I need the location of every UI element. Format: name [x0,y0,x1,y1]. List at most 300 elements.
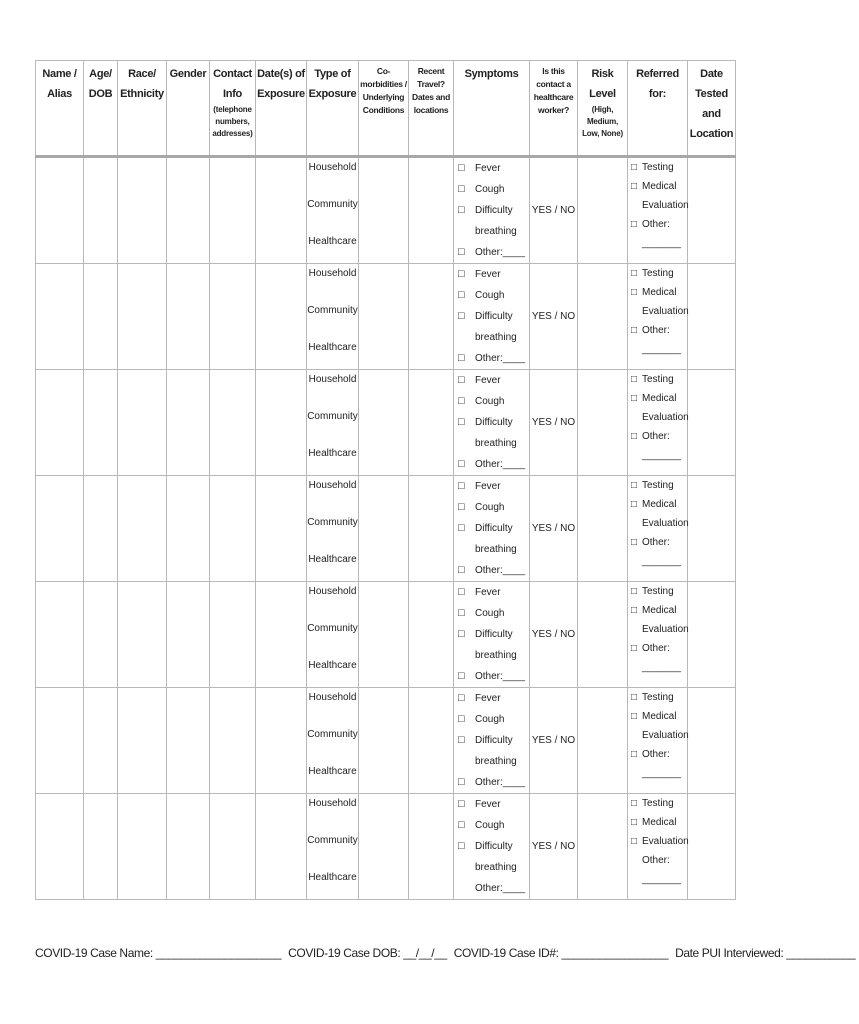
dates-cell[interactable] [256,794,307,900]
referral-label: Other: [642,431,670,442]
contact-cell[interactable] [210,582,256,688]
checkbox-icon[interactable]: □ [631,499,638,510]
referred-cell [628,688,688,794]
referral-option[interactable] [631,601,687,620]
exposure-option[interactable]: Community [307,623,358,634]
header-name: Name / Alias [36,61,84,157]
dates-cell[interactable] [256,476,307,582]
referral-option[interactable] [631,582,687,601]
date-tested-cell[interactable] [688,370,736,476]
checkbox-icon[interactable]: □ [458,564,465,576]
checkbox-icon[interactable]: □ [631,268,638,279]
contact-cell[interactable] [210,370,256,476]
footer-case-id[interactable]: COVID-19 Case ID#: _________________ [453,946,669,960]
header-gender: Gender [167,61,210,157]
referral-option [631,726,687,745]
race-cell[interactable] [118,582,167,688]
healthcare-worker-cell[interactable]: YES / NO [530,582,578,688]
referral-option[interactable] [631,321,687,340]
checkbox-icon[interactable]: □ [458,480,465,492]
date-tested-cell[interactable] [688,157,736,264]
date-tested-cell[interactable] [688,264,736,370]
gender-cell[interactable] [167,264,210,370]
symptom-option[interactable] [454,772,529,793]
referred-cell [628,157,688,264]
referral-label: Other: [642,643,670,654]
travel-cell[interactable] [409,582,454,688]
referred-cell [628,370,688,476]
symptom-option[interactable] [454,709,529,730]
age-cell[interactable] [84,688,118,794]
symptom-label: Other:____ [475,883,526,894]
symptom-option[interactable] [454,412,529,433]
header-dates: Date(s) of Exposure [256,61,307,157]
checkbox-icon[interactable]: □ [458,458,465,470]
symptom-option[interactable] [454,200,529,221]
symptom-option[interactable] [454,221,529,242]
symptoms-cell [454,794,530,900]
exposure-option[interactable]: Household [308,798,357,809]
exposure-option[interactable]: Healthcare [308,766,357,777]
referral-label: Medical [642,181,677,192]
exposure-cell [307,582,359,688]
referral-label: Testing [642,798,674,809]
symptoms-cell [454,264,530,370]
risk-level-cell[interactable] [578,688,628,794]
referral-option[interactable] [631,215,687,234]
referral-option [631,234,687,253]
referral-option[interactable] [631,495,687,514]
table-row [36,157,736,264]
referral-label: Evaluation [642,730,689,741]
exposure-option[interactable]: Community [307,729,358,740]
symptom-option[interactable] [454,815,529,836]
exposure-cell [307,264,359,370]
gender-cell[interactable] [167,794,210,900]
checkbox-icon[interactable]: □ [631,586,638,597]
symptom-option[interactable] [454,518,529,539]
symptom-option[interactable] [454,306,529,327]
checkbox-icon[interactable]: □ [631,836,638,847]
name-cell[interactable] [36,370,84,476]
exposure-option[interactable]: Household [308,480,357,491]
referral-option[interactable] [631,794,687,813]
symptom-label: Cough [475,714,505,725]
symptom-label: Other:____ [475,353,526,364]
comorbidities-cell[interactable] [359,264,409,370]
referral-label: Medical [642,605,677,616]
gender-cell[interactable] [167,157,210,264]
referral-option[interactable] [631,370,687,389]
exposure-option[interactable]: Household [308,374,357,385]
risk-level-cell[interactable] [578,370,628,476]
exposure-option[interactable]: Community [307,411,358,422]
checkbox-icon[interactable]: □ [458,183,465,195]
checkbox-icon[interactable]: □ [631,605,638,616]
referral-option[interactable] [631,177,687,196]
symptom-label: Fever [475,799,501,810]
referral-label: Testing [642,268,674,279]
symptoms-cell [454,476,530,582]
comorbidities-cell[interactable] [359,794,409,900]
referred-cell [628,476,688,582]
checkbox-icon[interactable]: □ [458,268,465,280]
name-cell[interactable] [36,582,84,688]
exposure-option[interactable]: Household [308,586,357,597]
referral-label: _______ [642,238,681,249]
symptom-label: breathing [475,438,517,449]
table-row [36,582,736,688]
referral-option[interactable] [631,813,687,832]
referral-option[interactable] [631,533,687,552]
checkbox-icon[interactable]: □ [458,246,465,258]
healthcare-worker-cell[interactable]: YES / NO [530,794,578,900]
checkbox-icon[interactable]: □ [631,480,638,491]
referral-label: Other: [642,749,670,760]
comorbidities-cell[interactable] [359,157,409,264]
symptom-option[interactable] [454,582,529,603]
referral-label: Medical [642,393,677,404]
header-tested: Date Tested and Location [688,61,736,157]
referral-option [631,870,687,889]
date-tested-cell[interactable] [688,582,736,688]
referred-cell [628,794,688,900]
referral-label: _______ [642,556,681,567]
exposure-option[interactable]: Healthcare [308,236,357,247]
referral-label: Other: [642,325,670,336]
symptom-option[interactable] [454,158,529,179]
referral-label: Medical [642,711,677,722]
healthcare-worker-cell[interactable]: YES / NO [530,476,578,582]
symptom-label: breathing [475,544,517,555]
comorbidities-cell[interactable] [359,370,409,476]
symptom-option[interactable] [454,179,529,200]
symptom-option[interactable] [454,645,529,666]
table-row [36,370,736,476]
footer-case-dob[interactable]: COVID-19 Case DOB: __/__/__ [288,946,447,960]
symptom-label: Fever [475,269,501,280]
symptom-option[interactable] [454,794,529,815]
referral-option[interactable] [631,688,687,707]
name-cell[interactable] [36,157,84,264]
age-cell[interactable] [84,264,118,370]
race-cell[interactable] [118,476,167,582]
symptom-label: Fever [475,481,501,492]
exposure-option[interactable]: Household [308,162,357,173]
symptom-option[interactable] [454,688,529,709]
symptom-label: Difficulty [475,841,513,852]
referral-option[interactable] [631,832,687,851]
race-cell[interactable] [118,157,167,264]
risk-level-cell[interactable] [578,582,628,688]
exposure-cell [307,370,359,476]
travel-cell[interactable] [409,157,454,264]
symptom-option[interactable] [454,348,529,369]
healthcare-worker-cell[interactable]: YES / NO [530,264,578,370]
exposure-option[interactable]: Household [308,268,357,279]
gender-cell[interactable] [167,476,210,582]
checkbox-icon[interactable]: □ [631,711,638,722]
table-row [36,794,736,900]
symptom-label: breathing [475,226,517,237]
checkbox-icon[interactable]: □ [631,287,638,298]
symptom-option[interactable] [454,327,529,348]
symptom-label: Difficulty [475,311,513,322]
healthcare-worker-cell[interactable]: YES / NO [530,688,578,794]
symptom-option[interactable] [454,751,529,772]
age-cell[interactable] [84,157,118,264]
checkbox-icon[interactable]: □ [631,643,638,654]
symptoms-cell [454,370,530,476]
checkbox-icon[interactable]: □ [631,817,638,828]
referral-option[interactable] [631,745,687,764]
checkbox-icon[interactable]: □ [458,204,465,216]
checkbox-icon[interactable]: □ [458,798,465,810]
exposure-option[interactable]: Healthcare [308,554,357,565]
symptom-label: Other:____ [475,565,526,576]
symptoms-cell [454,582,530,688]
contact-cell[interactable] [210,264,256,370]
referral-label: Testing [642,374,674,385]
referral-option[interactable] [631,158,687,177]
header-comorbidities: Co-morbidities / Underlying Conditions [359,61,409,157]
comorbidities-cell[interactable] [359,582,409,688]
checkbox-icon[interactable]: □ [458,352,465,364]
referral-option [631,446,687,465]
symptom-option[interactable] [454,391,529,412]
dates-cell[interactable] [256,157,307,264]
referral-option [631,302,687,321]
symptom-option[interactable] [454,433,529,454]
symptom-option[interactable] [454,497,529,518]
symptom-label: breathing [475,332,517,343]
age-cell[interactable] [84,582,118,688]
risk-level-cell[interactable] [578,157,628,264]
referral-option [631,620,687,639]
footer-case-name[interactable]: COVID-19 Case Name: ____________________ [35,946,282,960]
referral-option [631,552,687,571]
dates-cell[interactable] [256,582,307,688]
checkbox-icon[interactable]: □ [631,374,638,385]
travel-cell[interactable] [409,794,454,900]
checkbox-icon[interactable]: □ [458,416,465,428]
risk-level-cell[interactable] [578,794,628,900]
comorbidities-cell[interactable] [359,688,409,794]
exposure-option[interactable]: Community [307,517,358,528]
exposure-option[interactable]: Healthcare [308,660,357,671]
symptom-option[interactable] [454,370,529,391]
checkbox-icon[interactable]: □ [631,219,638,230]
referral-label: Medical [642,287,677,298]
exposure-option[interactable]: Healthcare [308,872,357,883]
healthcare-worker-cell[interactable]: YES / NO [530,157,578,264]
symptom-option[interactable] [454,539,529,560]
checkbox-icon[interactable]: □ [631,393,638,404]
travel-cell[interactable] [409,264,454,370]
date-tested-cell[interactable] [688,688,736,794]
checkbox-icon[interactable]: □ [458,692,465,704]
header-contact: Contact Info (telephone numbers, addresses) [210,61,256,157]
symptom-option[interactable] [454,878,529,899]
symptom-label: Cough [475,820,505,831]
checkbox-icon[interactable]: □ [458,819,465,831]
gender-cell[interactable] [167,370,210,476]
date-tested-cell[interactable] [688,476,736,582]
checkbox-icon[interactable]: □ [458,162,465,174]
gender-cell[interactable] [167,582,210,688]
referral-option [631,851,687,870]
symptom-label: Cough [475,396,505,407]
footer-date-interviewed[interactable]: Date PUI Interviewed: ___________ [675,946,856,960]
symptoms-cell [454,688,530,794]
symptom-option[interactable] [454,624,529,645]
referral-option[interactable] [631,639,687,658]
symptom-label: Difficulty [475,735,513,746]
symptom-label: Cough [475,608,505,619]
header-age: Age/ DOB [84,61,118,157]
checkbox-icon[interactable]: □ [458,713,465,725]
contact-cell[interactable] [210,688,256,794]
dates-cell[interactable] [256,370,307,476]
symptom-option[interactable] [454,857,529,878]
exposure-option[interactable]: Community [307,199,358,210]
header-contact-sub: (telephone numbers, addresses) [212,105,253,138]
header-healthcare-worker: Is this contact a healthcare worker? [530,61,578,157]
table-row [36,688,736,794]
symptom-option[interactable] [454,836,529,857]
symptom-option[interactable] [454,603,529,624]
referral-label: _______ [642,344,681,355]
referral-option [631,514,687,533]
symptom-label: Other:____ [475,459,526,470]
symptom-label: breathing [475,862,517,873]
gender-cell[interactable] [167,688,210,794]
contact-cell[interactable] [210,157,256,264]
referral-option[interactable] [631,707,687,726]
checkbox-icon[interactable]: □ [458,374,465,386]
travel-cell[interactable] [409,476,454,582]
checkbox-icon[interactable]: □ [631,431,638,442]
referral-label: Other: [642,537,670,548]
referral-label: Testing [642,692,674,703]
checkbox-icon[interactable]: □ [458,607,465,619]
referral-option[interactable] [631,476,687,495]
checkbox-icon[interactable]: □ [631,537,638,548]
exposure-option[interactable]: Household [308,692,357,703]
checkbox-icon[interactable]: □ [631,798,638,809]
age-cell[interactable] [84,370,118,476]
symptom-option[interactable] [454,285,529,306]
checkbox-icon[interactable]: □ [458,289,465,301]
symptom-option[interactable] [454,560,529,581]
date-tested-cell[interactable] [688,794,736,900]
race-cell[interactable] [118,688,167,794]
checkbox-icon[interactable]: □ [458,395,465,407]
checkbox-icon[interactable]: □ [458,670,465,682]
healthcare-worker-cell[interactable]: YES / NO [530,370,578,476]
checkbox-icon[interactable]: □ [458,586,465,598]
comorbidities-cell[interactable] [359,476,409,582]
case-footer [35,946,856,960]
referral-option [631,764,687,783]
checkbox-icon[interactable]: □ [458,501,465,513]
checkbox-icon[interactable]: □ [631,692,638,703]
travel-cell[interactable] [409,688,454,794]
symptom-option[interactable] [454,730,529,751]
referral-option[interactable] [631,427,687,446]
checkbox-icon[interactable]: □ [458,628,465,640]
race-cell[interactable] [118,794,167,900]
name-cell[interactable] [36,264,84,370]
symptom-label: Difficulty [475,523,513,534]
symptom-label: Difficulty [475,417,513,428]
name-cell[interactable] [36,688,84,794]
contact-cell[interactable] [210,794,256,900]
header-risk-sub: (High, Medium, Low, None) [582,105,623,138]
risk-level-cell[interactable] [578,476,628,582]
symptoms-cell [454,157,530,264]
symptom-label: breathing [475,650,517,661]
referral-option[interactable] [631,283,687,302]
symptom-option[interactable] [454,454,529,475]
symptom-option[interactable] [454,242,529,263]
checkbox-icon[interactable]: □ [458,522,465,534]
symptom-option[interactable] [454,476,529,497]
checkbox-icon[interactable]: □ [458,776,465,788]
referral-label: Testing [642,586,674,597]
checkbox-icon[interactable]: □ [458,310,465,322]
symptom-label: Other:____ [475,247,526,258]
referral-label: Evaluation [642,836,689,847]
checkbox-icon[interactable]: □ [458,734,465,746]
dates-cell[interactable] [256,688,307,794]
dates-cell[interactable] [256,264,307,370]
symptom-option[interactable] [454,264,529,285]
exposure-option[interactable]: Healthcare [308,342,357,353]
referral-label: Medical [642,817,677,828]
exposure-cell [307,794,359,900]
exposure-option[interactable]: Community [307,305,358,316]
header-row [36,61,736,157]
checkbox-icon[interactable]: □ [631,162,638,173]
name-cell[interactable] [36,794,84,900]
referral-label: _______ [642,662,681,673]
travel-cell[interactable] [409,370,454,476]
exposure-cell [307,688,359,794]
contact-cell[interactable] [210,476,256,582]
race-cell[interactable] [118,264,167,370]
header-referred: Referred for: [628,61,688,157]
checkbox-icon[interactable]: □ [631,181,638,192]
checkbox-icon[interactable]: □ [458,840,465,852]
referral-option[interactable] [631,389,687,408]
referral-option[interactable] [631,264,687,283]
race-cell[interactable] [118,370,167,476]
referral-option [631,408,687,427]
exposure-option[interactable]: Healthcare [308,448,357,459]
name-cell[interactable] [36,476,84,582]
checkbox-icon[interactable]: □ [631,749,638,760]
checkbox-icon[interactable]: □ [631,325,638,336]
header-risk: Risk Level (High, Medium, Low, None) [578,61,628,157]
exposure-option[interactable]: Community [307,835,358,846]
age-cell[interactable] [84,794,118,900]
symptom-option[interactable] [454,666,529,687]
age-cell[interactable] [84,476,118,582]
symptom-label: Fever [475,693,501,704]
risk-level-cell[interactable] [578,264,628,370]
symptom-label: breathing [475,756,517,767]
